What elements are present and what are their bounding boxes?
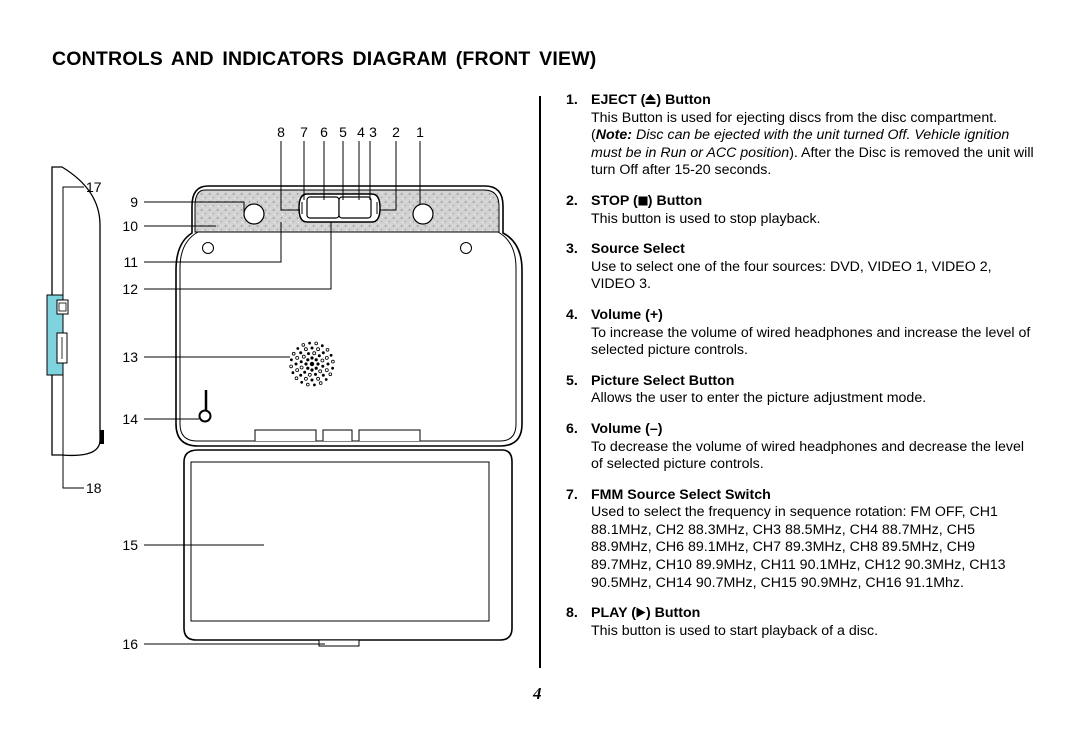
page-number: 4 [533,684,542,703]
item-description: Use to select one of the four sources: DVD, VIDEO 1, VIDEO 2, VIDEO 3. [591,258,992,293]
callout-13: 13 [122,349,138,365]
item-number: 5. [566,372,578,389]
item-title: Volume (+) [591,306,663,323]
callout-17: 17 [86,179,102,195]
callout-2: 2 [392,124,400,140]
callout-11: 11 [123,254,138,270]
item-description: This Button is used for ejecting discs from the disc compartment. (Note: Disc can be ejected with the unit turned Off. Vehicle ignition must be in Run or ACC position). After the Disc is removed the unit will turn Off after 15-20 seconds. [591,109,1034,179]
callout-9: 9 [130,194,138,210]
item-number: 6. [566,420,578,437]
item-number: 7. [566,486,578,503]
list-item [566,605,1036,640]
list-item [566,92,1036,180]
list-item [566,193,1036,228]
column-divider [539,96,541,668]
callout-10: 10 [122,218,138,234]
eject-icon [645,93,656,105]
page-title: CONTROLS AND INDICATORS DIAGRAM (FRONT VIEW) [52,48,597,70]
item-description: To increase the volume of wired headphones and increase the level of selected picture controls. [591,324,1031,359]
item-number: 2. [566,192,578,209]
monitor-housing [176,186,522,446]
item-number: 8. [566,605,578,622]
item-title: Source Select [591,241,685,258]
usb-port-icon [57,300,68,314]
callout-8: 8 [277,124,285,140]
callout-4: 4 [357,124,365,140]
item-number: 4. [566,306,578,323]
item-title: Volume (–) [591,420,663,437]
callout-14: 14 [122,411,138,427]
button-9-round [244,204,264,224]
item-description: Used to select the frequency in sequence rotation: FM OFF, CH1 88.1MHz, CH2 88.3MHz, CH3 88.5MHz, CH4 88.7MHz, CH5 88.9MHz, CH6 89.1MHz, CH7 89.3MHz, CH8 89.5MHz, CH9 89.7MHz, CH10 89.9MHz, CH11 90.1MHz, CH12 90.3MHz, CH13 90.5MHz, CH14 90.7MHz, CH15 90.9MHz, CH16 91.1Mhz. [591,504,1006,591]
callout-3: 3 [369,124,377,140]
list-item [566,241,1036,294]
item-title: FMM Source Select Switch [591,486,771,503]
item-description: Allows the user to enter the picture adjustment mode. [591,390,927,407]
center-control-cluster [299,194,380,222]
list-item [566,373,1036,408]
play-icon [636,607,646,618]
list-item [566,421,1036,474]
callout-18: 18 [86,480,102,496]
callout-7: 7 [300,124,308,140]
item-title: PLAY ( ) Button [591,605,701,622]
list-item [566,307,1036,360]
item-number: 1. [566,92,578,108]
side-view [47,167,104,455]
list-item [566,487,1036,593]
controls-list [566,92,1036,653]
screen-panel [184,450,512,646]
item-number: 3. [566,241,578,258]
item-description: This button is used to stop playback. [591,210,821,227]
sd-card-slot-icon [57,333,67,363]
callout-16: 16 [122,636,138,652]
item-description: To decrease the volume of wired headphones and decrease the level of selected picture controls. [591,438,1025,473]
callout-5: 5 [339,124,347,140]
callout-6: 6 [320,124,328,140]
item-description: This button is used to start playback of a disc. [591,622,879,639]
device-front-view-diagram [0,0,540,680]
item-title: EJECT ( ) Button [591,92,711,108]
button-1-round [413,204,433,224]
callout-12: 12 [122,281,138,297]
item-title: STOP ( ) Button [591,192,703,209]
callout-1: 1 [416,124,424,140]
item-title: Picture Select Button [591,372,735,389]
stop-icon [638,196,648,206]
callout-15: 15 [122,537,138,553]
